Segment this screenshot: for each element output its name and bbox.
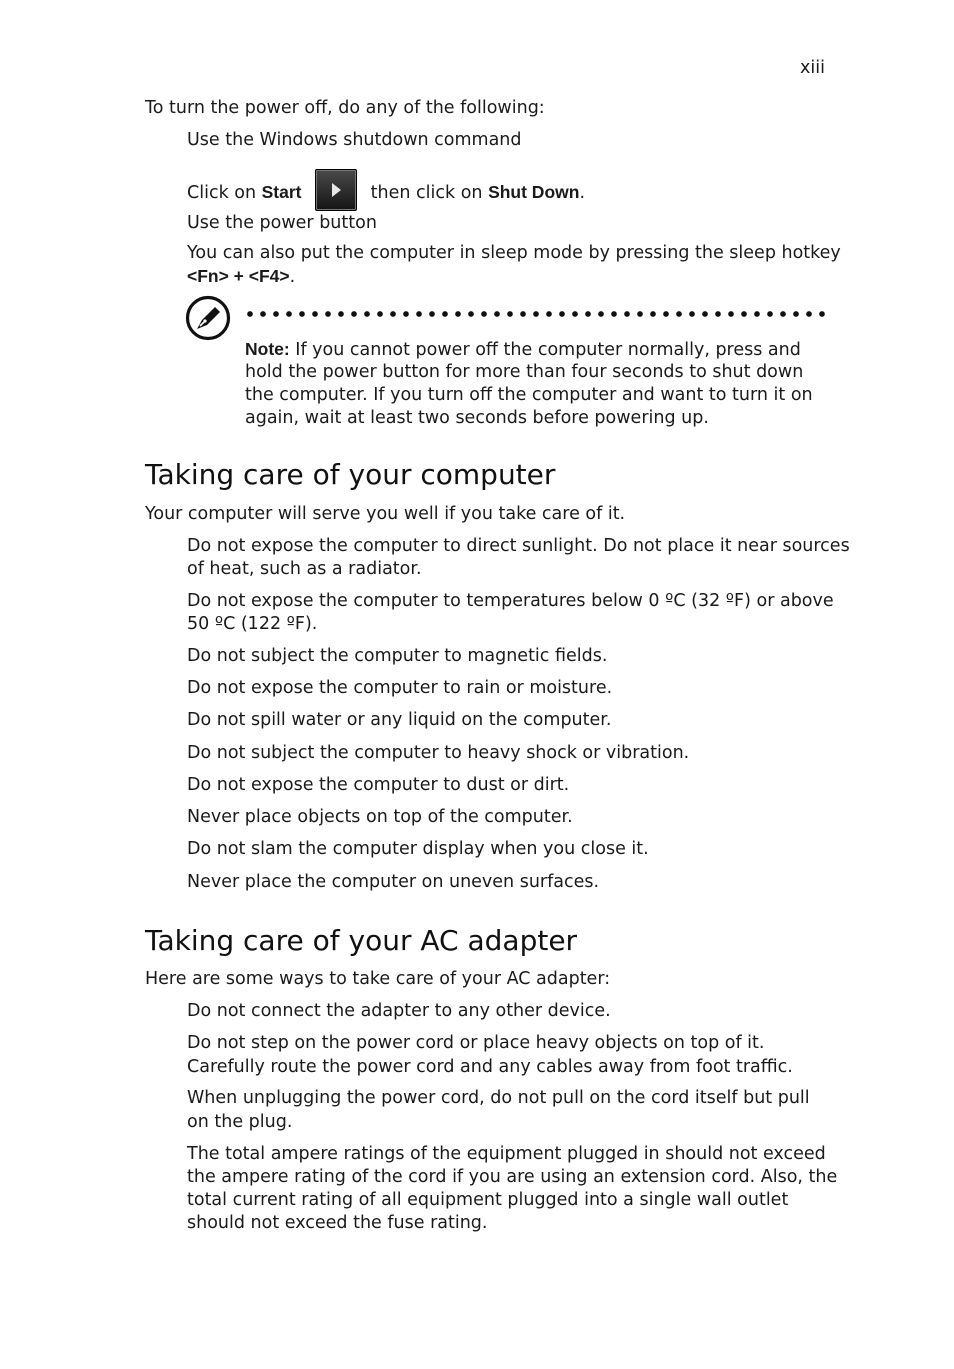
adapter-care-item: When unplugging the power cord, do not pull on the cord itself but pull — [187, 1088, 810, 1108]
adapter-care-item: The total ampere ratings of the equipment plugged in should not exceed — [187, 1144, 826, 1164]
adapter-care-item-cont: Carefully route the power cord and any cables away from foot traffic. — [187, 1057, 793, 1077]
adapter-care-item-cont: on the plug. — [187, 1112, 293, 1132]
period: . — [289, 267, 296, 287]
play-arrow-icon — [332, 183, 341, 197]
sleep-hotkey: <Fn> + <F4> — [187, 266, 290, 286]
note-label: Note: — [245, 339, 290, 359]
computer-care-item: Do not expose the computer to direct sunlight. Do not place it near sources — [187, 536, 850, 556]
computer-care-item: Do not expose the computer to temperatures below 0 ºC (32 ºF) or above — [187, 591, 834, 611]
heading-computer-care: Taking care of your computer — [145, 458, 556, 491]
power-item-shutdown: Use the Windows shutdown command — [187, 130, 522, 150]
computer-care-item: Never place the computer on uneven surfaces. — [187, 872, 600, 892]
computer-care-item-cont: of heat, such as a radiator. — [187, 559, 422, 579]
click-on-text: Click on — [187, 183, 262, 203]
computer-care-item: Do not expose the computer to rain or moisture. — [187, 678, 613, 698]
note-line-2: hold the power button for more than four seconds to shut down — [245, 362, 804, 382]
computer-care-item: Do not spill water or any liquid on the computer. — [187, 710, 612, 730]
adapter-care-item-cont: should not exceed the fuse rating. — [187, 1213, 488, 1233]
power-item-sleep: You can also put the computer in sleep mode by pressing the sleep hotkey — [187, 243, 841, 263]
adapter-care-item: Do not connect the adapter to any other device. — [187, 1001, 611, 1021]
adapter-care-item-cont: the ampere rating of the cord if you are using an extension cord. Also, the — [187, 1167, 838, 1187]
start-label: Start — [261, 182, 302, 202]
computer-care-item: Do not slam the computer display when you close it. — [187, 839, 649, 859]
period: . — [579, 183, 586, 203]
page-number: xiii — [800, 58, 825, 78]
sleep-hotkey-line — [187, 265, 295, 289]
computer-care-item: Do not subject the computer to heavy shock or vibration. — [187, 743, 690, 763]
note-line-4: again, wait at least two seconds before powering up. — [245, 408, 709, 428]
computer-care-item: Do not expose the computer to dust or dirt. — [187, 775, 570, 795]
adapter-care-intro: Here are some ways to take care of your AC adapter: — [145, 969, 611, 989]
power-click-start-line — [187, 172, 585, 214]
note-line-1 — [245, 338, 801, 362]
adapter-care-item-cont: total current rating of all equipment plugged into a single wall outlet — [187, 1190, 789, 1210]
note-line-3: the computer. If you turn off the computer and want to turn it on — [245, 385, 813, 405]
power-item-button: Use the power button — [187, 213, 377, 233]
computer-care-intro: Your computer will serve you well if you take care of it. — [145, 504, 626, 524]
shut-down-label: Shut Down — [488, 182, 580, 202]
then-click-on-text: then click on — [370, 183, 489, 203]
power-intro: To turn the power off, do any of the following: — [145, 98, 545, 118]
adapter-care-item: Do not step on the power cord or place heavy objects on top of it. — [187, 1033, 765, 1053]
computer-care-item: Never place objects on top of the computer. — [187, 807, 573, 827]
note-pen-icon — [185, 295, 231, 341]
windows-start-button-icon — [315, 169, 357, 211]
computer-care-item: Do not subject the computer to magnetic fields. — [187, 646, 608, 666]
note-dotted-rule — [247, 311, 830, 317]
note-text: If you cannot power off the computer normally, press and — [295, 340, 801, 360]
heading-adapter-care: Taking care of your AC adapter — [145, 924, 578, 957]
computer-care-item-cont: 50 ºC (122 ºF). — [187, 614, 318, 634]
